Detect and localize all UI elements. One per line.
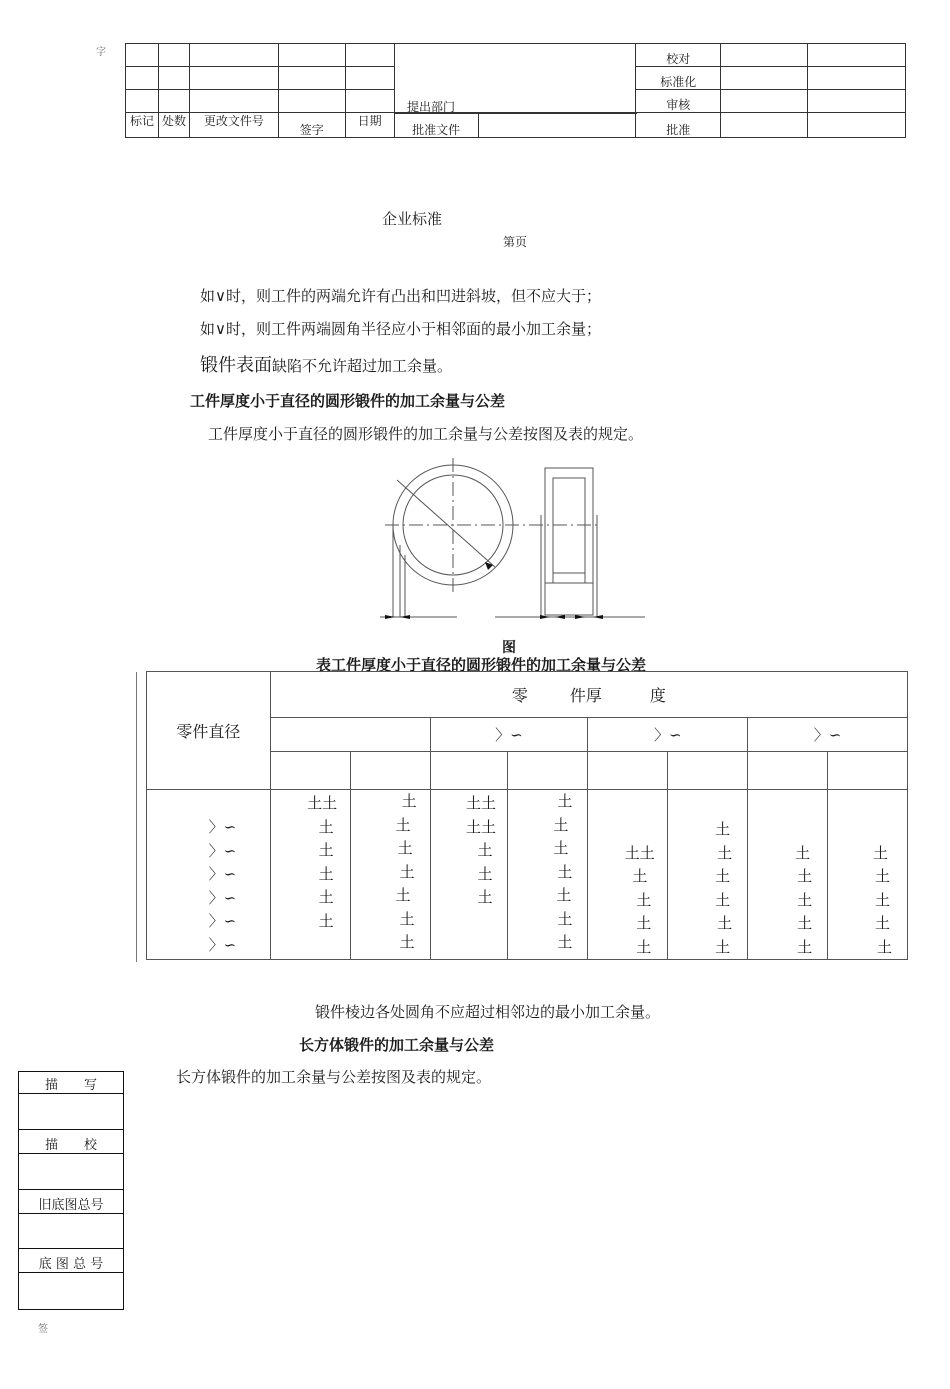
jiu-ditu-label: 旧底图总号 (19, 1190, 124, 1214)
paragraph-3-rest: 缺陷不允许超过加工余量。 (272, 357, 453, 375)
side-outer-rect (545, 468, 593, 615)
section-1-heading: 工件厚度小于直径的圆形锻件的加工余量与公差 (190, 392, 506, 410)
arrow-5 (575, 615, 585, 619)
side-stamp (18, 1071, 124, 1310)
section-2-intro: 长方体锻件的加工余量与公差按图及表的规定。 (176, 1068, 492, 1086)
miaoxie-label: 描 写 (19, 1072, 124, 1094)
range-3: 〉∽ (748, 718, 908, 752)
arrow-3 (540, 615, 550, 619)
miaojiao-label: 描 校 (19, 1130, 124, 1154)
doc-title: 企业标准 (382, 210, 443, 228)
values-col-4: 土 土 土 土 土 土 土 (508, 790, 588, 960)
thickness-header: 零 件厚 度 (270, 672, 907, 718)
margin-line (136, 672, 137, 962)
col-header-diameter: 零件直径 (147, 672, 271, 790)
pizhun-wenjian-label: 批准文件 (394, 113, 478, 138)
genggai-wenjian-label: 更改文件号 (203, 114, 264, 128)
page-label: 第页 (503, 235, 528, 249)
paragraph-2: 如∨时，则工件两端圆角半径应小于相邻面的最小加工余量； (200, 320, 601, 338)
pizhun-label: 批准 (636, 113, 721, 138)
values-col-1: 土土 土 土 土 土 土 (270, 790, 350, 960)
paragraph-1: 如∨时，则工件的两端允许有凸出和凹进斜坡，但不应大于； (200, 287, 601, 305)
arrow-diam (485, 562, 493, 570)
forging-figure (375, 455, 655, 640)
ditu-label: 底 图 总 号 (19, 1249, 124, 1273)
arrow-6 (593, 615, 603, 619)
table-caption: 表工件厚度小于直径的圆形锻件的加工余量与公差 (316, 656, 647, 674)
arrow-4 (555, 615, 565, 619)
range-1: 〉∽ (430, 718, 588, 752)
chushu-label: 处数 (161, 114, 186, 128)
riqi-label: 日期 (357, 114, 382, 128)
values-col-2: 土 土 土 土 土 土 土 (350, 790, 430, 960)
biaoji-label: 标记 (129, 114, 154, 128)
section-1-intro: 工件厚度小于直径的圆形锻件的加工余量与公差按图及表的规定。 (208, 425, 644, 443)
values-col-8: 土 土 土 土 土 (828, 790, 908, 960)
values-col-5: 土土 土 土 土 土 (588, 790, 668, 960)
paragraph-3-emph: 锻件表面 (200, 355, 272, 376)
jiaodui-label: 校对 (636, 44, 721, 67)
section-2-heading: 长方体锻件的加工余量与公差 (299, 1036, 495, 1054)
revision-block (125, 43, 906, 138)
shenhe-label: 审核 (636, 90, 721, 113)
range-2: 〉∽ (588, 718, 748, 752)
row-labels-cell: 〉∽ 〉∽ 〉∽ 〉∽ 〉∽ 〉∽ (147, 790, 271, 960)
header-left-char: 字 (96, 47, 106, 58)
allowance-table (146, 671, 908, 960)
tichu-bumen-label: 提出部门 (407, 100, 456, 114)
values-col-6: 土 土 土 土 土 土 (668, 790, 748, 960)
qianzi-label: 签字 (278, 113, 345, 138)
biaozhunhua-label: 标准化 (636, 67, 721, 90)
footer-left-char: 签 (38, 1324, 48, 1335)
tichu-divider (395, 113, 637, 114)
range-empty (270, 718, 430, 752)
figure-label: 图 (502, 640, 516, 656)
values-col-7: 土 土 土 土 土 (748, 790, 828, 960)
values-col-3: 土土 土土 土 土 土 (430, 790, 508, 960)
after-table-text: 锻件棱边各处圆角不应超过相邻边的最小加工余量。 (315, 1003, 661, 1021)
paragraph-3 (200, 351, 452, 377)
